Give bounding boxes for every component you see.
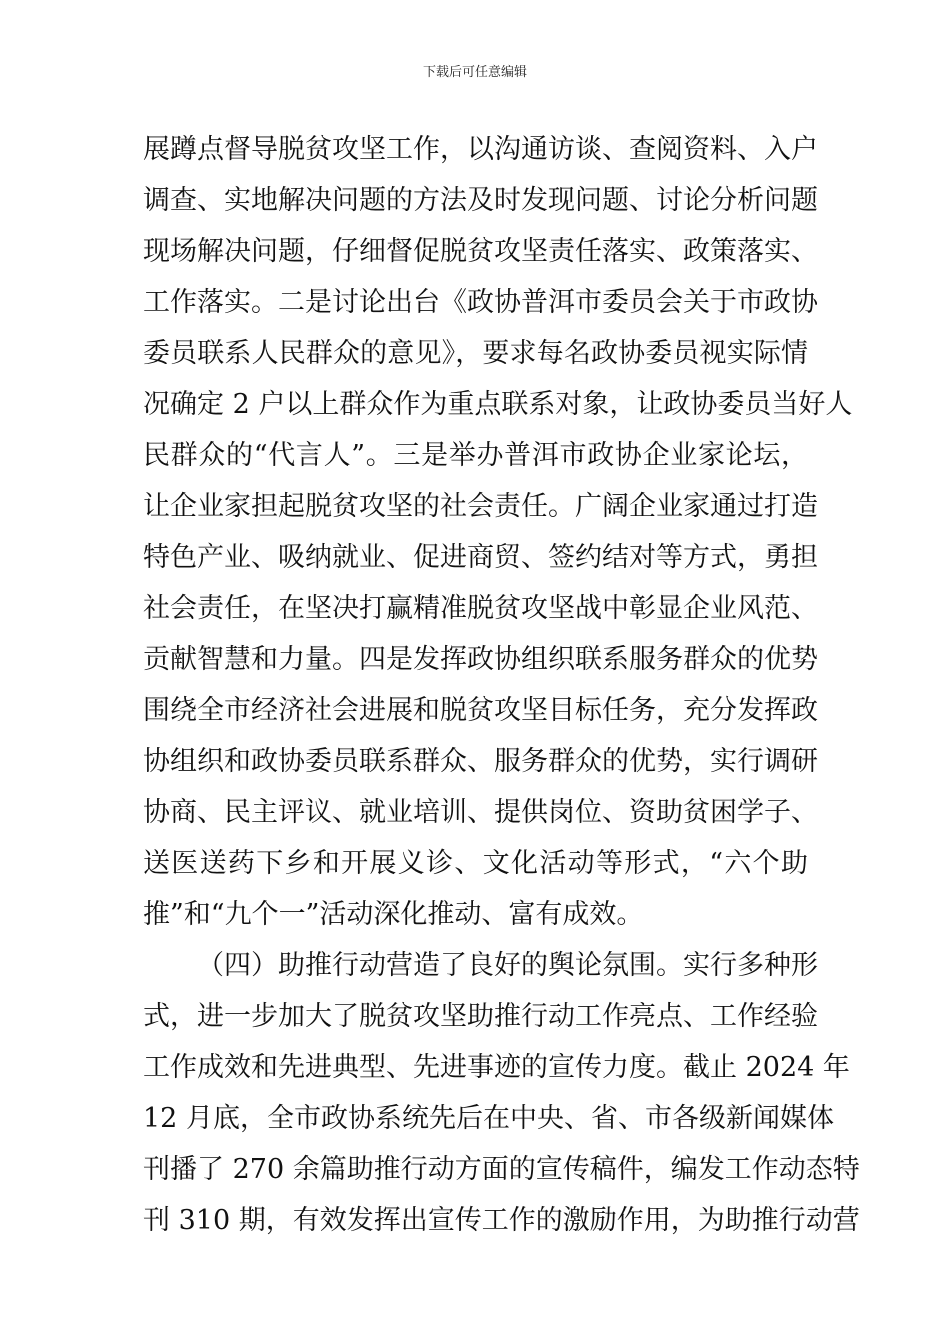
paragraph-line: 刊播了 270 余篇助推行动方面的宣传稿件，编发工作动态特: [143, 1154, 860, 1185]
body-text: [143, 130, 860, 1252]
paragraph-line: 式，进一步加大了脱贫攻坚助推行动工作亮点、工作经验: [143, 1001, 818, 1032]
paragraph-line: 特色产业、吸纳就业、促进商贸、签约结对等方式，勇担: [143, 542, 818, 573]
paragraph-line: 委员联系人民群众的意见》，要求每名政协委员视实际情: [143, 338, 808, 369]
section-heading-line: （四）助推行动营造了良好的舆论氛围。实行多种形: [197, 950, 818, 981]
paragraph-line: 12 月底，全市政协系统先后在中央、省、市各级新闻媒体: [143, 1103, 834, 1134]
paragraph-line: 围绕全市经济社会进展和脱贫攻坚目标任务，充分发挥政: [143, 695, 818, 726]
paragraph-line: 推”和“九个一”活动深化推动、富有成效。: [143, 899, 644, 930]
page-header: 下载后可任意编辑: [422, 65, 527, 80]
paragraph-line: 现场解决问题，仔细督促脱贫攻坚责任落实、政策落实、: [143, 236, 818, 267]
paragraph-line: 协商、民主评议、就业培训、提供岗位、资助贫困学子、: [143, 797, 818, 828]
paragraph-line: 工作成效和先进典型、先进事迹的宣传力度。截止 2024 年: [143, 1052, 850, 1083]
paragraph-line: 送医送药下乡和开展义诊、文化活动等形式，“六个助: [143, 848, 808, 879]
paragraph-line: 刊 310 期，有效发挥出宣传工作的激励作用，为助推行动营: [143, 1205, 860, 1236]
paragraph-line: 工作落实。二是讨论出台《政协普洱市委员会关于市政协: [143, 287, 818, 318]
paragraph-line: 展蹲点督导脱贫攻坚工作，以沟通访谈、查阅资料、入户: [143, 134, 818, 165]
paragraph-line: 贡献智慧和力量。四是发挥政协组织联系服务群众的优势: [143, 644, 818, 675]
paragraph-line: 况确定 2 户以上群众作为重点联系对象，让政协委员当好人: [143, 389, 853, 420]
paragraph-line: 社会责任，在坚决打赢精准脱贫攻坚战中彰显企业风范、: [143, 593, 818, 624]
paragraph-line: 调查、实地解决问题的方法及时发现问题、讨论分析问题: [143, 185, 818, 216]
paragraph-line: 民群众的“代言人”。三是举办普洱市政协企业家论坛，: [143, 440, 808, 471]
paragraph-line: 协组织和政协委员联系群众、服务群众的优势，实行调研: [143, 746, 818, 777]
paragraph-line: 让企业家担起脱贫攻坚的社会责任。广阔企业家通过打造: [143, 491, 818, 522]
